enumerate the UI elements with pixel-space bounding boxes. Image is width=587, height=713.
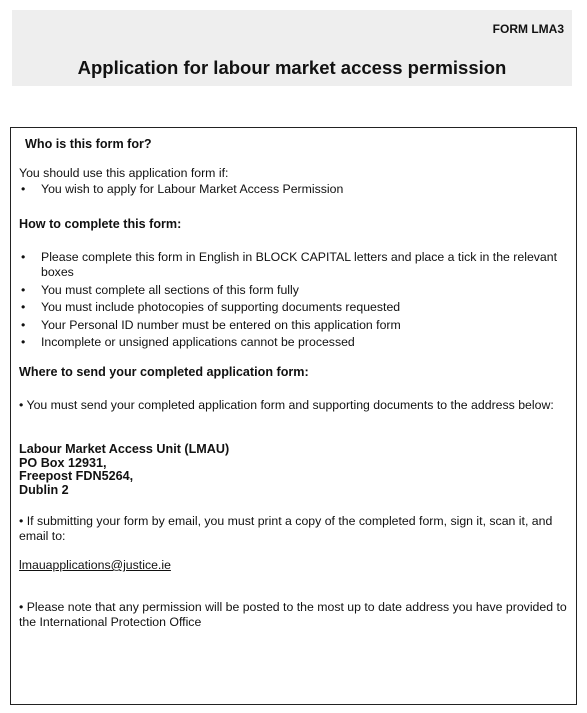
who-list (19, 182, 567, 200)
page-title: Application for labour market access permission (77, 57, 507, 78)
bullet-icon: • (21, 335, 26, 349)
bullet-icon: • (21, 300, 26, 314)
send-instructions: • You must send your completed application form and supporting documents to the address below: (19, 398, 554, 412)
bullet-icon: • (21, 250, 26, 264)
list-item: • You must complete all sections of this form fully (21, 282, 299, 297)
list-item: • Please complete this form in English in BLOCK CAPITAL letters and place a tick in the relevant boxes (21, 250, 558, 279)
where-heading: Where to send your completed application form: (19, 365, 309, 379)
permission-note: • Please note that any permission will be posted to the most up to date address you have provided to the International Protection Office (19, 600, 567, 629)
postal-address (19, 443, 229, 497)
address-line: PO Box 12931, (19, 455, 107, 470)
bullet-icon: • (21, 282, 26, 297)
how-heading: How to complete this form: (19, 217, 182, 231)
address-line: Freepost FDN5264, (19, 469, 134, 484)
email-instructions: • If submitting your form by email, you must print a copy of the completed form, sign it, scan it, and email to: (19, 514, 553, 543)
form-code: FORM LMA3 (492, 22, 564, 36)
who-heading: Who is this form for? (25, 137, 152, 151)
bullet-icon: • (21, 317, 26, 332)
bullet-icon: • (21, 182, 26, 196)
email-link[interactable]: lmauapplications@justice.ie (19, 558, 171, 572)
list-item: • You must include photocopies of supporting documents requested (21, 300, 401, 314)
address-line: Dublin 2 (19, 482, 69, 497)
instructions-box (10, 127, 577, 705)
how-list (19, 250, 567, 353)
list-item: • Your Personal ID number must be entered on this application form (21, 317, 401, 332)
who-intro: You should use this application form if: (19, 166, 229, 180)
list-item: • Incomplete or unsigned applications cannot be processed (21, 335, 355, 349)
form-header (12, 10, 572, 86)
list-item: • You wish to apply for Labour Market Access Permission (21, 182, 344, 196)
address-line: Labour Market Access Unit (LMAU) (19, 442, 230, 456)
